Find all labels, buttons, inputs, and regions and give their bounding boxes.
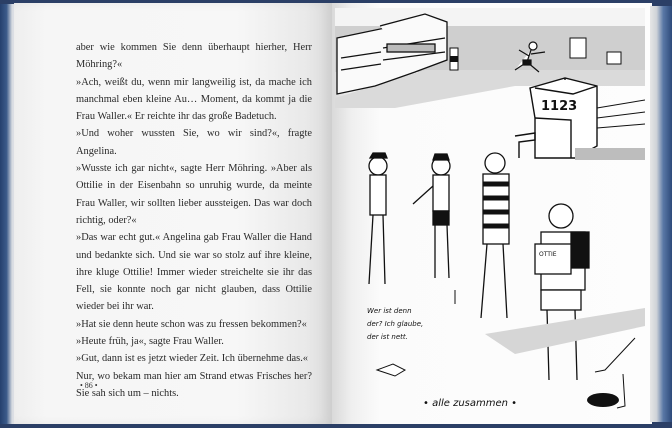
bird-icon <box>377 364 405 376</box>
paragraph: aber wie kommen Sie denn überhaupt hierher, Herr Möhring?« <box>76 42 312 71</box>
page-number: • 86 • <box>80 381 98 390</box>
paragraph: »Hat sie denn heute schon was zu fressen bekommen?« <box>76 318 307 330</box>
left-page-text <box>76 39 312 402</box>
beach-illustration <box>335 8 645 420</box>
boy-figure <box>413 154 450 278</box>
striped-man-figure <box>481 153 509 318</box>
book-cover-edge-right <box>650 6 672 422</box>
svg-text:Wer ist denn: Wer ist denn <box>367 307 412 315</box>
illustration-caption: • alle zusammen • <box>423 398 518 409</box>
paragraph: »Das war echt gut.« Angelina gab Frau Waller die Hand und bedankte sich. Und sie war so stolz auf ihre kleine, ihre kluge Ottilie! Immer wieder streichelte sie ihr das Fell, sie konnte noch gar nicht glauben, dass Ottilie wieder bei ihr war. <box>76 232 312 313</box>
paragraph: »Heute früh, ja«, sagte Frau Waller. <box>76 336 224 348</box>
paragraph: »Und woher wussten Sie, wo wir sind?«, fragte Angelina. <box>76 128 312 157</box>
girl-figure <box>369 153 387 284</box>
paragraph: Nur, wo bekam man hier am Strand etwas Frisches her? Sie sah sich um – nichts. <box>76 370 312 399</box>
strandkorb-icon <box>515 78 597 158</box>
svg-text:der ist nett.: der ist nett. <box>367 333 408 341</box>
paragraph: »Ach, weißt du, wenn mir langweilig ist, da mache ich manchmal eben kleine Au… Moment, da kommt ja die Frau Waller.« Er reichte ihr das große Badetuch. <box>76 76 312 123</box>
deck-chairs-right <box>597 100 645 128</box>
handwritten-speech <box>367 307 423 341</box>
strandkorb-far-icon <box>570 38 586 58</box>
svg-text:der? Ich glaube,: der? Ich glaube, <box>367 320 424 328</box>
pet-carrier-icon <box>535 244 571 274</box>
arm-icon <box>595 338 635 372</box>
paragraph: »Gut, dann ist es jetzt wieder Zeit. Ich übernehme das.« <box>76 353 308 365</box>
sunglasses-icon <box>587 393 619 407</box>
strandkorb-number: 1123 <box>541 99 578 114</box>
carrier-label: OTTIE <box>539 251 557 258</box>
bald-man-figure <box>535 204 589 380</box>
paragraph: »Wusste ich gar nicht«, sagte Herr Möhring. »Aber als Ottilie in der Eisenbahn so unruhig wurde, da meinte Frau Waller, wir sollten lieber aussteigen. Das war doch richtig, oder?« <box>76 163 312 226</box>
